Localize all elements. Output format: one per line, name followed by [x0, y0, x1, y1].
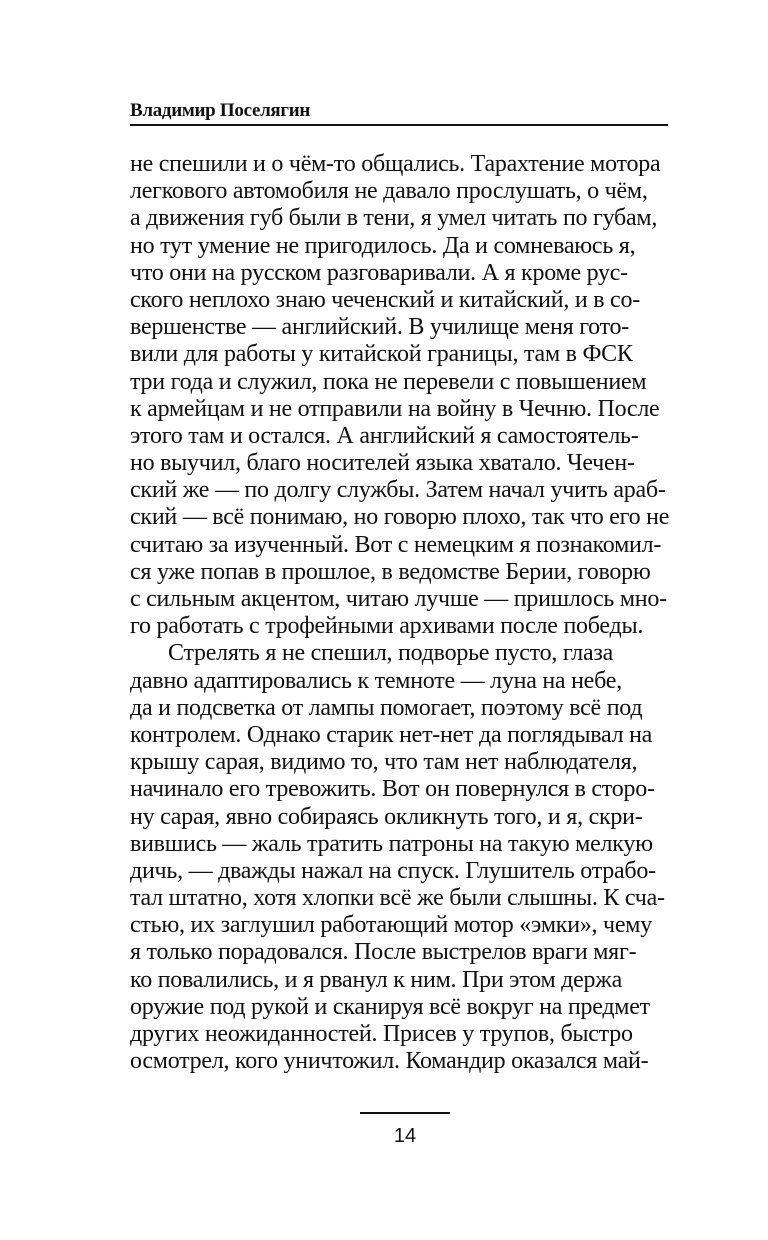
text-line: оружие под рукой и сканируя всё вокруг на предмет	[130, 993, 650, 1020]
text-line: вершенстве — английский. В училище меня гото-	[130, 314, 630, 341]
text-line: осмотрел, кого уничтожил. Командир оказался май-	[130, 1048, 649, 1075]
text-line: ский — всё понимаю, но говорю плохо, так что его не	[130, 504, 670, 531]
text-line: вившись — жаль тратить патроны на такую мелкую	[130, 830, 653, 857]
text-line: к армейцам и не отправили на войну в Чечню. После	[130, 395, 660, 422]
running-header	[130, 100, 668, 126]
header-author: Владимир Поселягин	[130, 100, 311, 121]
text-line: но тут умение не пригодилось. Да и сомневаюсь я,	[130, 232, 636, 259]
text-line: три года и служил, пока не перевели с повышением	[130, 368, 647, 395]
text-line: этого там и остался. А английский я самостоятель-	[130, 422, 639, 449]
text-line: а движения губ были в тени, я умел читать по губам,	[130, 205, 658, 232]
text-line: не спешили и о чём-то общались. Тарахтение мотора	[130, 151, 661, 177]
text-line: ский же — по долгу службы. Затем начал учить араб-	[130, 477, 666, 504]
page-body	[130, 151, 668, 1075]
page-number: 14	[393, 1125, 417, 1147]
paragraph-first-line: Стрелять я не спешил, подворье пусто, глаза	[168, 640, 613, 667]
text-line: что они на русском разговаривали. А я кроме рус-	[130, 259, 628, 286]
text-line: начинало его тревожить. Вот он повернулся в сторо-	[130, 776, 655, 803]
text-line: с сильным акцентом, читаю лучше — пришлось мно-	[130, 586, 667, 612]
text-line: тал штатно, хотя хлопки всё же были слышны. К сча-	[130, 885, 665, 912]
text-line: других неожиданностей. Присев у трупов, быстро	[130, 1021, 633, 1047]
text-line: ну сарая, явно собираясь окликнуть того, и я, скри-	[130, 803, 643, 830]
text-line: считаю за изученный. Вот с немецким я познакомил-	[130, 531, 662, 558]
text-line: го работать с трофейными архивами после победы.	[130, 613, 644, 640]
text-line: легкового автомобиля не давало прослушать, о чём,	[130, 178, 648, 205]
text-line: ся уже попав в прошлое, в ведомстве Берии, говорю	[130, 558, 651, 585]
text-line: ко повалились, и я рванул к ним. При этом держа	[130, 966, 622, 993]
text-line: ского неплохо знаю чеченский и китайский, и в со-	[130, 286, 640, 313]
text-line: дичь, — дважды нажал на спуск. Глушитель отрабо-	[130, 857, 656, 884]
text-line: контролем. Однако старик нет-нет да поглядывал на	[130, 721, 653, 748]
text-line: крышу сарая, видимо то, что там нет наблюдателя,	[130, 749, 638, 776]
text-line: но выучил, благо носителей языка хватало. Чечен-	[130, 450, 635, 477]
text-line: да и подсветка от лампы помогает, поэтому всё под	[130, 694, 643, 721]
text-line: вили для работы у китайской границы, там в ФСК	[130, 341, 633, 368]
text-line: я только порадовался. После выстрелов враги мяг-	[130, 939, 637, 966]
text-line: стью, их заглушил работающий мотор «эмки», чему	[130, 912, 652, 939]
text-line: давно адаптировались к темноте — луна на небе,	[130, 667, 622, 694]
footer-rule	[360, 1112, 450, 1114]
